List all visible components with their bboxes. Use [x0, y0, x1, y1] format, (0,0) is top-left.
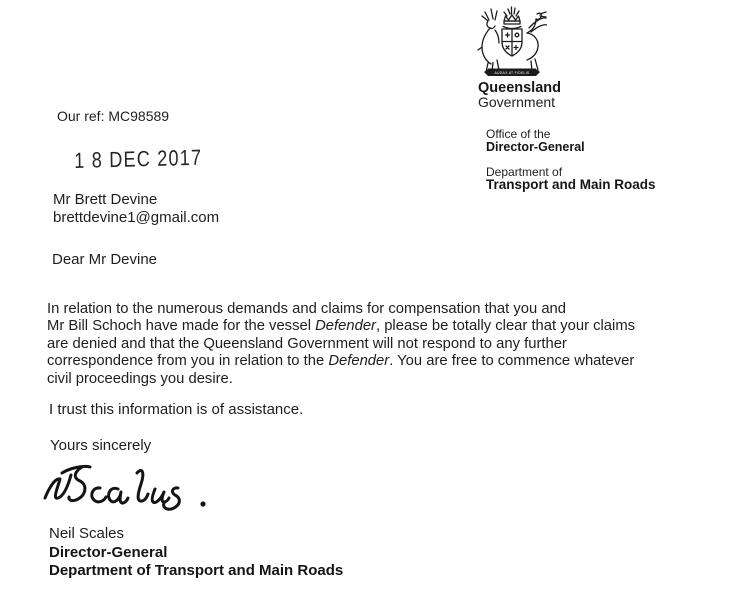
body-line	[47, 371, 737, 388]
vessel-name-italic: Defender	[315, 318, 376, 335]
recipient-email: brettdevine1@gmail.com	[53, 209, 220, 226]
queensland-coat-of-arms-logo	[477, 5, 547, 83]
body-line	[47, 318, 737, 335]
motto-text: AUDAX AT FIDELIS	[494, 70, 530, 75]
logo-wordmark-queensland: Queensland	[478, 80, 561, 96]
closing-line: I trust this information is of assistance.	[49, 401, 304, 418]
recipient-name: Mr Brett Devine	[53, 191, 158, 208]
letterhead-department-line2: Transport and Main Roads	[486, 177, 656, 192]
signatory-name: Neil Scales	[49, 525, 125, 542]
letter-body	[47, 301, 737, 388]
body-run: Mr Bill Schoch have made for the vessel	[47, 318, 316, 335]
body-run: civil proceedings you desire.	[47, 370, 233, 387]
logo-wordmark-government: Government	[478, 94, 556, 110]
signatory-title: Director-General	[49, 543, 168, 561]
body-line	[47, 336, 737, 353]
letterhead-office-line2: Director-General	[486, 140, 585, 154]
letterhead-office-line1: Office of the	[486, 127, 551, 141]
signature-dot	[200, 501, 205, 506]
signatory-department: Department of Transport and Main Roads	[49, 562, 344, 579]
body-run: In relation to the numerous demands and claims for compensation that you and	[47, 301, 567, 317]
signatory-block	[49, 525, 343, 581]
body-line	[47, 353, 737, 370]
vessel-name-italic: Defender	[328, 353, 390, 370]
handwritten-signature	[40, 456, 225, 518]
body-run: correspondence from you in relation to the	[47, 353, 329, 370]
body-run: , please be totally clear that your claims	[375, 318, 636, 335]
body-line	[47, 301, 737, 318]
body-run: are denied and that the Queensland Government will not respond to any further	[47, 335, 567, 352]
letterhead-department-line1: Department of	[486, 165, 563, 179]
recipient-block	[53, 191, 219, 227]
body-run: . You are free to commence whatever	[389, 353, 635, 370]
date-stamp: 1 8 DEC 2017	[74, 144, 203, 173]
salutation: Dear Mr Devine	[52, 251, 158, 268]
our-ref: Our ref: MC98589	[57, 108, 170, 124]
valediction: Yours sincerely	[50, 437, 152, 454]
